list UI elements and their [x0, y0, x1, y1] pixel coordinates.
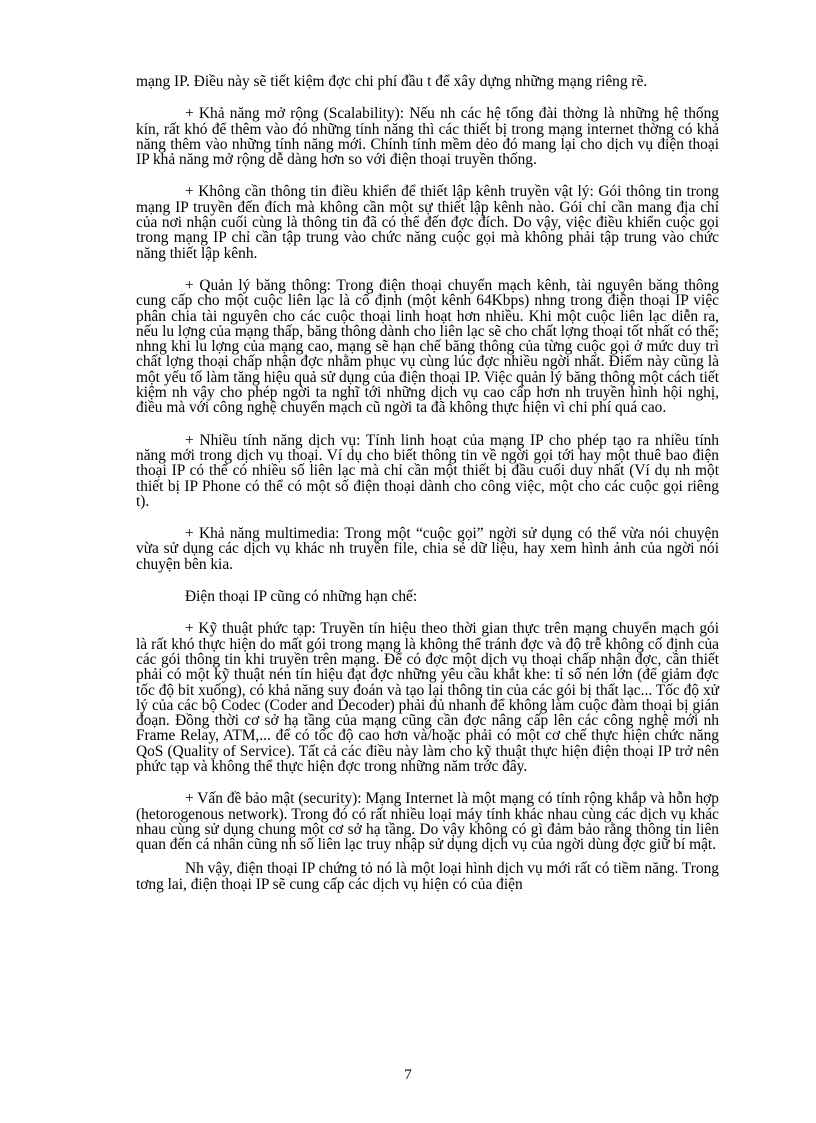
paragraph-bandwidth-management: + Quản lý băng thông: Trong điện thoại chuyển mạch kênh, tài nguyên băng thông cung cấp cho một cuộc liên lạc là cố định (một kênh 64Kbps) nhng trong điện thoại IP việc phân chia tài nguyên cho các cuộc thoại linh hoạt hơn nhiều. Khi một cuộc liên lạc diễn ra, nếu lu lợng của mạng thấp, băng thông dành cho liên lạc sẽ cho chất lợng thoại tốt nhất có thể; nhng khi lu lợng của mạng cao, mạng sẽ hạn chế băng thông của từng cuộc gọi ở mức duy trì chất lợng thoại chấp nhận đợc nhằm phục vụ cùng lúc đợc nhiều ngời nhất. Điểm này cũng là một yếu tố làm tăng hiệu quả sử dụng của điện thoại IP. Việc quản lý băng thông một cách tiết kiệm nh vậy cho phép ngời ta nghĩ tới những dịch vụ cao cấp hơn nh truyền hình hội nghị, điều mà với công nghệ chuyển mạch cũ ngời ta đã không thực hiện vì chi phí quá cao.: [136, 276, 719, 417]
paragraph-limitations-heading: Điện thoại IP cũng có những hạn chế:: [185, 588, 418, 606]
paragraph-multimedia: + Khả năng multimedia: Trong một “cuộc gọi” ngời sử dụng có thể vừa nói chuyện vừa sử dụng các dịch vụ khác nh truyền file, chia sẻ dữ liệu, hay xem hình ảnh của ngời nói chuyện bên kia.: [136, 525, 719, 573]
paragraph-cost-savings: mạng IP. Điều này sẽ tiết kiệm đợc chi phí đầu t để xây dựng những mạng riêng rẽ.: [136, 73, 648, 90]
paragraph-scalability: + Khả năng mở rộng (Scalability): Nếu nh các hệ tổng đài thờng là những hệ thống kín, rất khó để thêm vào đó những tính năng thì các thiết bị trong mạng internet thờng có khả năng thêm vào những tính năng mới. Chính tính mềm dẻo đó mang lại cho dịch vụ điện thoại IP khả năng mở rộng dễ dàng hơn so với điện thoại truyền thống.: [136, 105, 719, 169]
paragraph-conclusion: Nh vậy, điện thoại IP chứng tỏ nó là một loại hình dịch vụ mới rất có tiềm năng. Trong tơng lai, điện thoại IP sẽ cung cấp các dịch vụ hiện có của điện: [136, 860, 719, 893]
page-number: 7: [404, 1067, 412, 1083]
paragraph-security: + Vấn đề bảo mật (security): Mạng Internet là một mạng có tính rộng khắp và hỗn hợp (hetorogenous network). Trong đó có rất nhiều loại máy tính khác nhau cùng các dịch vụ khác nhau cùng sử dụng chung một cơ sở hạ tầng. Do vậy không có gì đảm bảo rằng thông tin liên quan đến cá nhân cũng nh số liên lạc truy nhập sử dụng dịch vụ của ngời dùng đợc giữ bí mật.: [136, 790, 719, 854]
paragraph-many-features: + Nhiều tính năng dịch vụ: Tính linh hoạt của mạng IP cho phép tạo ra nhiều tính năng mới trong dịch vụ thoại. Ví dụ cho biết thông tin về ngời gọi tới hay một thuê bao điện thoại IP có thể có nhiều số liên lạc mà chỉ cần một thiết bị đầu cuối duy nhất (Ví dụ nh một thiết bị IP Phone có thể có một số điện thoại dành cho công việc, một cho các cuộc gọi riêng t).: [136, 431, 719, 510]
paragraph-complex-technology: + Kỹ thuật phức tạp: Truyền tín hiệu theo thời gian thực trên mạng chuyển mạch gói là rất khó thực hiện do mất gói trong mạng là không thể tránh đợc và độ trễ không cố định của các gói thông tin khi truyền trên mạng. Để có đợc một dịch vụ thoại chấp nhận đợc, cần thiết phải có một kỹ thuật nén tín hiệu đạt đợc những yêu cầu khắt khe: tỉ số nén lớn (để giảm đợc tốc độ bit xuống), có khả năng suy đoán và tạo lại thông tin của các gói bị thất lạc... Tốc độ xử lý của các bộ Codec (Coder and Decoder) phải đủ nhanh để không làm cuộc đàm thoại bị gián đoạn. Đồng thời cơ sở hạ tầng của mạng cũng cần đợc nâng cấp lên các công nghệ mới nh Frame Relay, ATM,... để có tốc độ cao hơn và/hoặc phải có một cơ chế thực hiện chức năng QoS (Quality of Service). Tất cả các điều này làm cho kỹ thuật thực hiện điện thoại IP trở nên phức tạp và không thể thực hiện đợc trong những năm trớc đây.: [136, 620, 719, 775]
paragraph-no-control-info: + Không cần thông tin điều khiển để thiết lập kênh truyền vật lý: Gói thông tin trong mạng IP truyền đến đích mà không cần một sự thiết lập kênh nào. Gói chỉ cần mang địa chỉ của nơi nhận cuối cùng là thông tin đã có thể đến đợc đích. Do vậy, việc điều khiển cuộc gọi trong mạng IP chỉ cần tập trung vào chức năng cuộc gọi mà không phải tập trung vào chức năng thiết lập kênh.: [136, 183, 719, 262]
document-body: [136, 74, 719, 892]
